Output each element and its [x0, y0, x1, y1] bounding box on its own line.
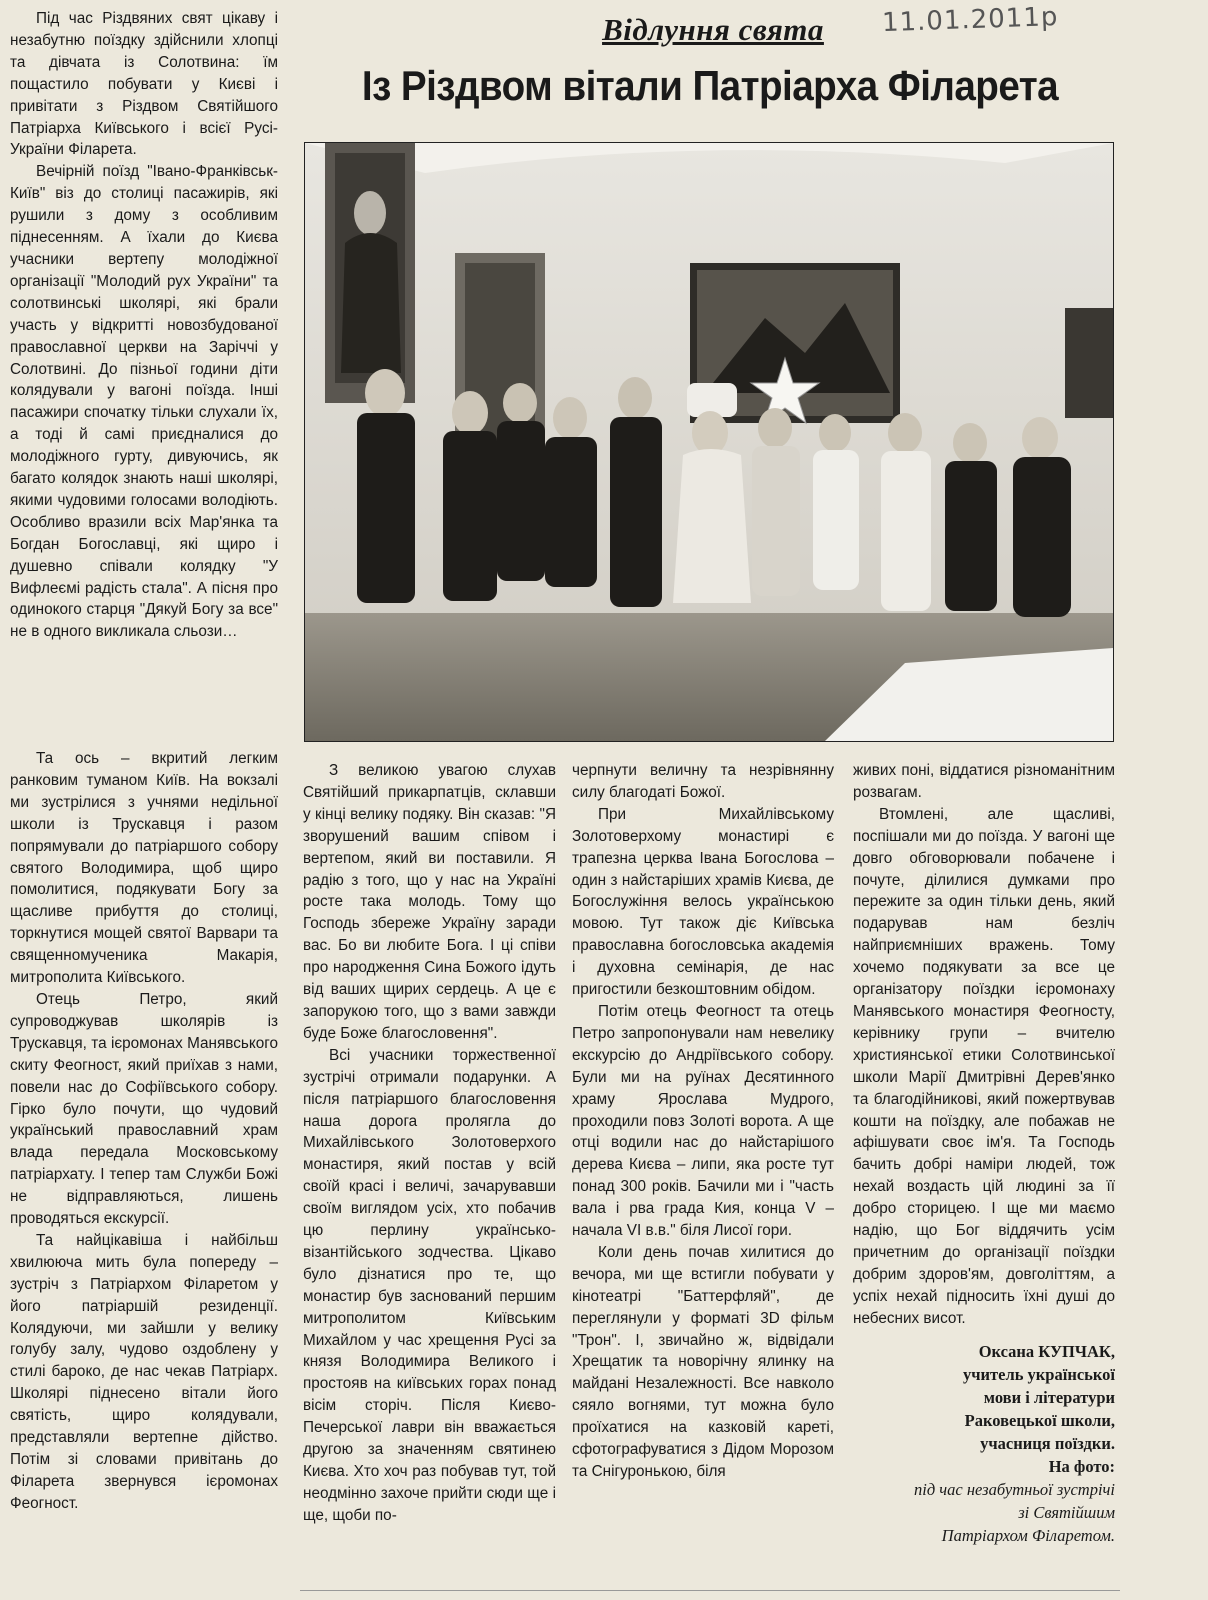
group-photo-illustration	[305, 143, 1113, 741]
author-title-line: Раковецької школи,	[964, 1410, 1115, 1430]
text-column-4	[853, 760, 1115, 1547]
text-column-1	[10, 8, 278, 643]
rubric-title: Відлуння свята	[602, 12, 824, 47]
photo-caption-label: На фото:	[1048, 1456, 1115, 1476]
author-title-line: учитель української	[962, 1364, 1115, 1384]
paragraph: Вечірній поїзд "Івано-Франківськ-Київ" віз до столиці пасажирів, які рушили з дому з особливим піднесенням. А їхали до Києва учасники вертепу молодіжної організації "Молодий рух України" та солотвинські школярі, які брали участь у відкритті новозбудованої православної церкви на Заріччі у Солотвині. До пізньої години діти колядували у вагоні поїзда. Інші пасажири спочатку тільки слухали їх, а тоді й самі приєдналися до молодіжного гурту, дивуючись, як багато колядок знають наші школярі, якими чудовими голосами володіють. Особливо вразили всіх Мар'янка та Богдан Богославці, які щиро і душевно співали колядку "У Вифлеємі радість стала". А пісня про одинокого старця "Дякуй Богу за все" не в одного викликала сльози…	[10, 163, 278, 641]
photo-caption-line: Патріархом Філаретом.	[941, 1525, 1115, 1545]
paragraph: Втомлені, але щасливі, поспішали ми до поїзда. У вагоні ще довго обговорювали побачене і почуте, ділилися думками про пережите за один тільки день, який подарував нам безліч найприємніших вражень. Тому хочемо подякувати за все це організатору поїздки ієромонаху Манявського монастиря Феогносту, керівнику групи – вчителю християнської етики Солотвинської школи Марії Дмитрівні Дерев'янко та благодійникові, який пожертвував кошти на поїздку, але побажав не афішувати своє ім'я. Та Господь бачить добрі наміри людей, тож нехай воздасть цій людині за її добро сторицею. І ще ми маємо надію, що Бог віддячить усім причетним до організації поїздки добрим здоров'ям, довголіттям, а успіх нехай підносить їхні душі до небесних висот.	[853, 805, 1115, 1327]
paragraph: Потім отець Феогност та отець Петро запропонували нам невелику екскурсію до Андріївського собору. Були ми на руїнах Десятинного храму Ярослава Мудрого, проходили повз Золоті ворота. А ще отці водили нас до найстарішого дерева Києва – липи, яка росте тут понад 300 років. Бачили ми і "часть вала і рва града Кия, конца V – начала VI в.в." біля Лисої гори.	[572, 1002, 834, 1240]
author-signature	[853, 1340, 1115, 1455]
paragraph: Коли день почав хилитися до вечора, ми ще встигли побувати у кінотеатрі "Баттерфляй", де переглянули у форматі 3D фільм "Трон". І, звичайно ж, відвідали Хрещатик та новорічну ялинку на майдані Незалежності. Все навколо сяяло вогнями, тут можна було проїхатися на казковій кареті, сфотографуватися з Дідом Морозом та Снігуронькою, біля	[572, 1243, 834, 1480]
text-column-3	[572, 760, 834, 1483]
paragraph: Під час Різдвяних свят цікаву і незабутню поїздку здійснили хлопці та дівчата із Солотвина: їм пощастило побувати у Києві і привітати з Різдвом Святійшого Патріарха Київського і всієї Русі-України Філарета.	[10, 10, 278, 159]
paragraph: При Михайлівському Золотоверхому монастирі є трапезна церква Івана Богослова – один з найстаріших храмів Києва, де Богослужіння велось українською мовою. Тут також діє Київська православна богословська академія і духовна семінарія, де нас пригостили безкоштовним обідом.	[572, 805, 834, 999]
handwritten-date: 11.01.2011р	[881, 2, 1059, 39]
paragraph: Та найцікавіша і найбільш хвилююча мить була попереду – зустріч з Патріархом Філаретом у його патріаршій резиденції. Колядуючи, ми зайшли у велику голубу залу, чудово оздоблену у стилі бароко, де нас чекав Патріарх. Школярі піднесено вітали його святість, щиро колядували, представляли вертепне дійство. Потім зі словами привітань до Філарета звернувся ієромонах Феогност.	[10, 1231, 278, 1512]
photo-caption-line: зі Святійшим	[1018, 1502, 1115, 1522]
bottom-divider	[300, 1590, 1120, 1591]
paragraph: черпнути величну та незрівнянну силу благодаті Божої.	[572, 762, 834, 801]
text-column-2	[303, 760, 556, 1527]
author-title-line: учасниця поїздки.	[980, 1433, 1115, 1453]
article-headline: Із Різдвом вітали Патріарха Філарета	[361, 62, 1059, 109]
paragraph: живих поні, віддатися різноманітним розвагам.	[853, 762, 1115, 801]
paragraph: З великою увагою слухав Святійший прикарпатців, склавши у кінці велику подяку. Він сказав: "Я зворушений вашим співом і вертепом, який ви поставили. Я радію з того, що у нас на Україні росте така молодь. Тому що Господь збереже Україну заради вас. Бо ви любите Бога. І ці співи про народження Сина Божого ідуть від ваших щирих сердець. А це є запорукою того, що з вами завжди буде Боже благословення".	[303, 762, 556, 1042]
paragraph: Отець Петро, який супроводжував школярів із Трускавця, та ієромонах Манявського скиту Феогност, який приїхав з нами, повели нас до Софіївського собору. Гірко було почути, що чудовий український православний храм влада передала Московському патріархату. І тепер там Служби Божі не відправляються, лишень проводяться екскурсії.	[10, 990, 278, 1228]
text-column-1-lower	[10, 748, 278, 1515]
author-name: Оксана КУПЧАК,	[978, 1341, 1115, 1361]
photo-caption-line: під час незабутньої зустрічі	[913, 1479, 1115, 1499]
author-title-line: мови і літератури	[983, 1387, 1115, 1407]
paragraph: Всі учасники торжественної зустрічі отримали подарунки. А після патріаршого благословення наша дорога пролягла до Михайлівського Золотоверхого монастиря, який постав у всій своїй красі і величі, зачарувавши своїм виглядом усіх, хто побачив цю перлину українсько-візантійського зодчества. Цікаво було дізнатися про те, що монастир був заснований першим митрополитом Київським Михайлом у час хрещення Русі за князя Володимира Великого і простояв на київських горах понад вісім сторіч. Після Києво-Печерської лаври він вважається другою за значенням святинею Києва. Хто хоч раз побував тут, той неодмінно захоче прийти сюди ще і ще, щоби по-	[303, 1046, 556, 1524]
paragraph: Та ось – вкритий легким ранковим туманом Київ. На вокзалі ми зустрілися з учнями недільної школи із Трускавця і разом попрямували до патріаршого собору святого Володимира, щоб щиро помолитися, подякувати Богу за щасливе прибуття до столиці, торкнутися мощей святої Варвари та священномученика Макарія, митрополита Київського.	[10, 750, 278, 987]
article-photo	[304, 142, 1114, 742]
